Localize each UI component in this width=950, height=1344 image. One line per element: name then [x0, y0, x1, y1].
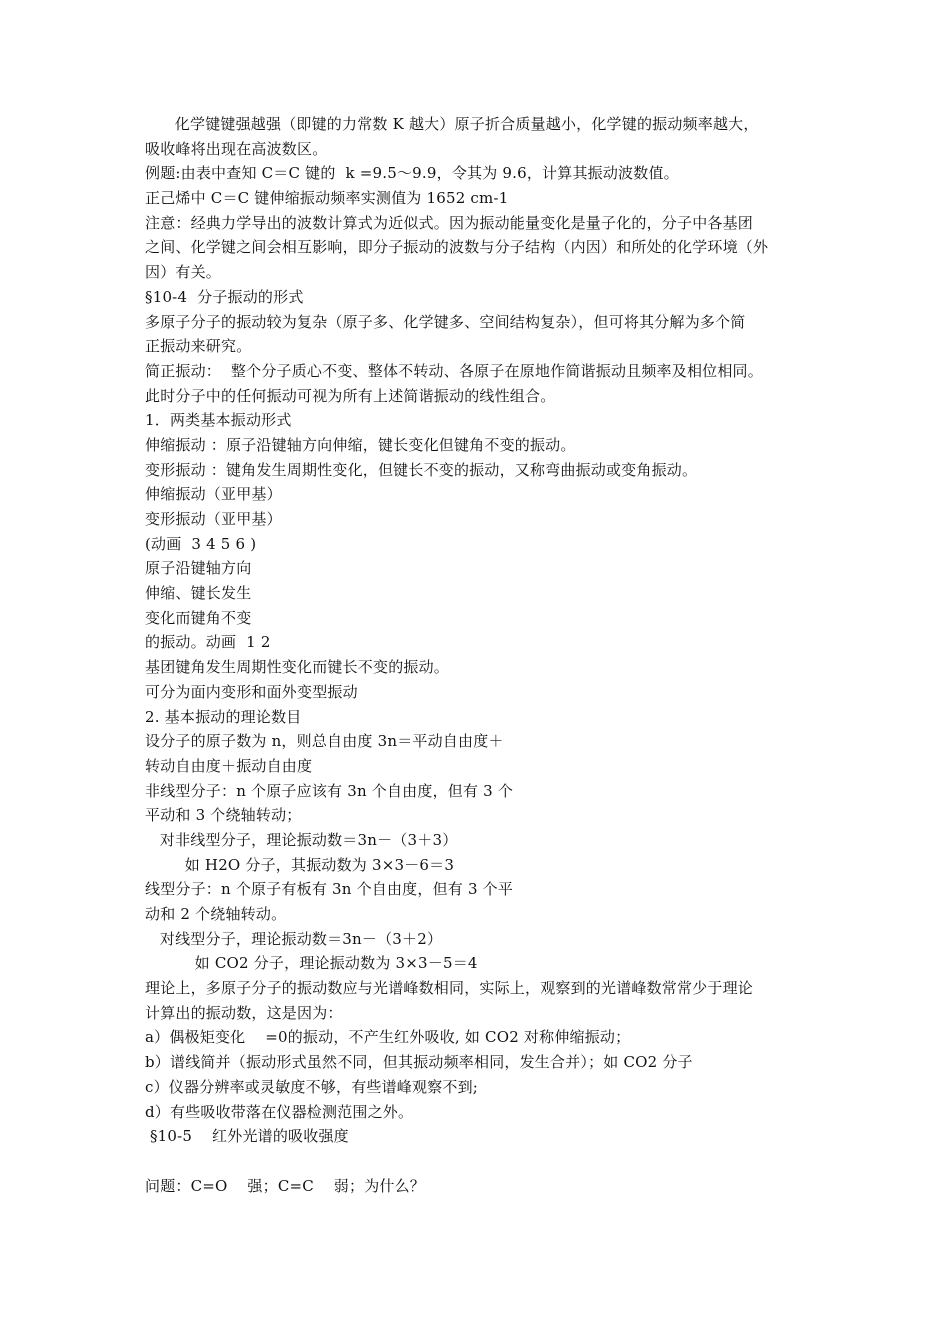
text-line: 正振动来研究。	[145, 337, 252, 356]
text-line: 伸缩振动 ：原子沿键轴方向伸缩，键长变化但键角不变的振动。	[145, 435, 576, 454]
text-line: 吸收峰将出现在高波数区。	[145, 139, 328, 158]
list-item: b）谱线简并（振动形式虽然不同，但其振动频率相同，发生合并）；如 CO2 分子	[145, 1053, 693, 1072]
text-line: 基团键角发生周期性变化而键长不变的振动。	[145, 658, 450, 677]
section-heading: §10-4 分子振动的形式	[145, 287, 304, 306]
text-line: 原子沿键轴方向	[145, 559, 252, 578]
text-line: 简正振动： 整个分子质心不变、整体不转动、各原子在原地作简谐振动且频率及相位相同。	[145, 361, 763, 380]
text-line: 伸缩振动（亚甲基）	[145, 485, 282, 504]
text-line: 变形振动（亚甲基）	[145, 510, 282, 528]
text-line: 注意：经典力学导出的波数计算式为近似式。因为振动能量变化是量子化的，分子中各基团	[145, 213, 754, 232]
text-line: 如 H2O 分子，其振动数为 3×3－6＝3	[145, 855, 455, 874]
text-line: (动画 3 4 5 6 )	[145, 534, 257, 553]
text-line: 非线型分子：n 个原子应该有 3n 个自由度，但有 3 个	[145, 781, 514, 800]
text-line: 正己烯中 C＝C 键伸缩振动频率实测值为 1652 cm-1	[145, 189, 509, 208]
list-item: a）偶极矩变化 =0的振动，不产生红外吸收, 如 CO2 对称伸缩振动；	[145, 1028, 631, 1047]
text-line: 化学键键强越强（即键的力常数 K 越大）原子折合质量越小，化学键的振动频率越大，	[145, 115, 759, 133]
text-line: 变形振动 ：键角发生周期性变化，但键长不变的振动，又称弯曲振动或变角振动。	[145, 460, 698, 479]
text-line: 因）有关。	[145, 263, 222, 282]
section-heading: §10-5 红外光谱的吸收强度	[145, 1127, 349, 1146]
list-item: d）有些吸收带落在仪器检测范围之外。	[145, 1102, 414, 1121]
text-line: 伸缩、键长发生	[145, 584, 252, 603]
text-line: 对线型分子，理论振动数＝3n－（3＋2）	[145, 929, 443, 948]
list-item: c）仪器分辨率或灵敏度不够，有些谱峰观察不到;	[145, 1077, 479, 1096]
text-line: 设分子的原子数为 n，则总自由度 3n＝平动自由度＋	[145, 732, 504, 751]
subsection-heading: 1．两类基本振动形式	[145, 411, 292, 430]
text-line: 动和 2 个绕轴转动。	[145, 905, 287, 923]
text-line: 变化而键角不变	[145, 608, 252, 627]
text-line: 此时分子中的任何振动可视为所有上述简谐振动的线性组合。	[145, 386, 556, 405]
text-line: 之间、化学键之间会相互影响，即分子振动的波数与分子结构（内因）和所处的化学环境（外	[145, 238, 769, 257]
text-line: 问题：C=O 强；C=C 弱；为什么？	[145, 1176, 426, 1195]
text-line: 的振动。动画 1 2	[145, 633, 271, 652]
text-line: 对非线型分子，理论振动数＝3n－（3＋3）	[145, 830, 458, 849]
text-line: 理论上，多原子分子的振动数应与光谱峰数相同，实际上，观察到的光谱峰数常常少于理论	[145, 979, 754, 998]
text-line: 例题:由表中查知 C＝C 键的 k =9.5～9.9，令其为 9.6，计算其振动波数值。	[145, 164, 679, 183]
text-line: 多原子分子的振动较为复杂（原子多、化学键多、空间结构复杂），但可将其分解为多个简	[145, 312, 746, 331]
text-line: 转动自由度＋振动自由度	[145, 756, 313, 775]
document-page	[145, 112, 815, 1198]
text-line: 平动和 3 个绕轴转动；	[145, 806, 302, 825]
text-line: 线型分子：n 个原子有板有 3n 个自由度，但有 3 个平	[145, 880, 514, 899]
text-line: 如 CO2 分子，理论振动数为 3×3－5＝4	[145, 954, 478, 973]
text-line: 计算出的振动数，这是因为：	[145, 1003, 343, 1022]
text-line: 可分为面内变形和面外变型振动	[145, 682, 358, 701]
subsection-heading: 2. 基本振动的理论数目	[145, 707, 302, 726]
blank-line	[145, 1149, 815, 1174]
